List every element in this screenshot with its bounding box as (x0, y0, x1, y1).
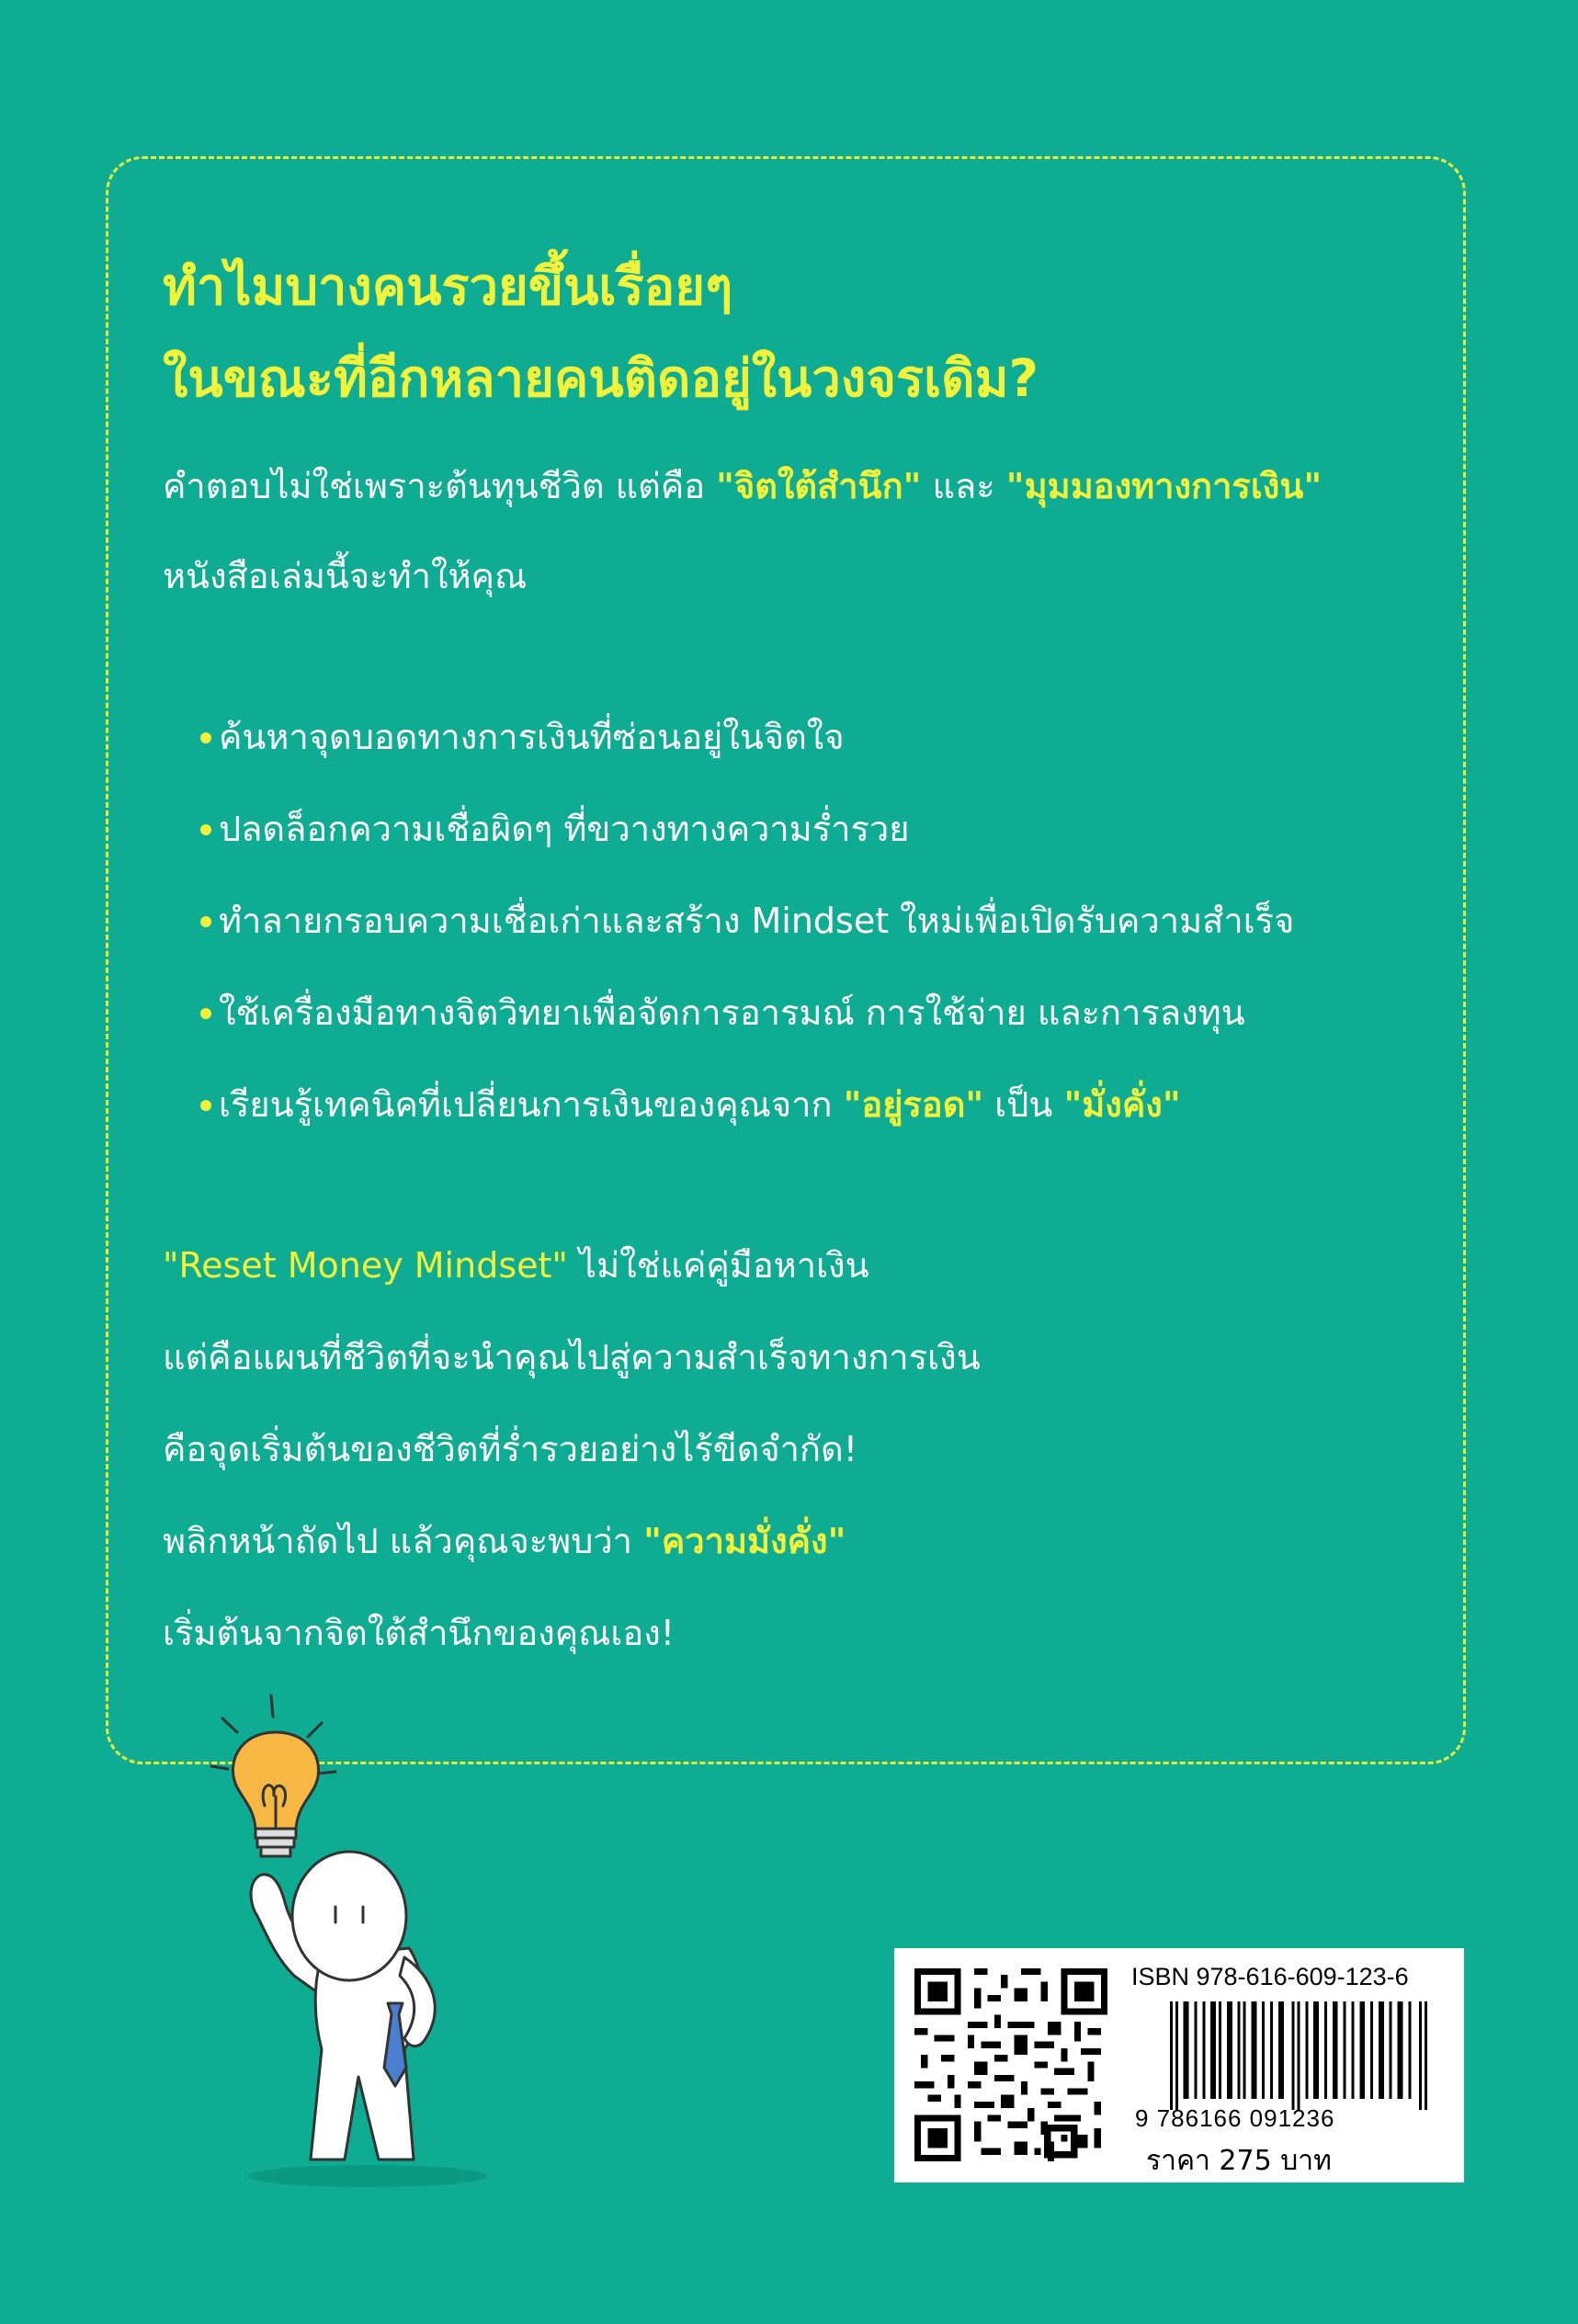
barcode-label (894, 1948, 1464, 2182)
bullet-text: เรียนรู้เทคนิคที่เปลี่ยนการเงินของคุณจาก (219, 1084, 844, 1125)
intro-text-2: และ (921, 466, 1006, 506)
headline-line-1: ทำไมบางคนรวยขึ้นเรื่อยๆ (163, 257, 733, 317)
bullet-item (200, 901, 1295, 941)
intro-line-1 (163, 466, 1323, 506)
bullet-item (200, 809, 910, 849)
intro-line-2: หนังสือเล่มนี้จะทำให้คุณ (163, 556, 528, 596)
bullet-dot-icon (200, 1100, 211, 1111)
bullet-dot-icon (200, 824, 211, 835)
price-text: ราคา 275 บาท (1146, 2145, 1332, 2177)
figure-shadow-icon (248, 2165, 487, 2187)
bullet-item (200, 717, 845, 757)
bullet-text: ปลดล็อกความเชื่อผิดๆ ที่ขวางทางความร่ำรวย (219, 809, 910, 849)
closing-text-1: ไม่ใช่แค่คู่มือหาเงิน (567, 1245, 869, 1286)
bullet-highlight-wealthy: "มั่งคั่ง" (1063, 1084, 1181, 1125)
bullet-item (200, 1084, 1181, 1125)
intro-text-1: คำตอบไม่ใช่เพราะต้นทุนชีวิต แต่คือ (163, 466, 717, 506)
businessman-lightbulb-illustration (184, 1682, 570, 2196)
qr-code-icon (914, 1968, 1107, 2161)
bullet-text: ค้นหาจุดบอดทางการเงินที่ซ่อนอยู่ในจิตใจ (219, 717, 845, 757)
stick-figure-icon (251, 1852, 435, 2160)
bullet-dot-icon (200, 1008, 211, 1019)
intro-highlight-subconscious: "จิตใต้สำนึก" (716, 466, 922, 506)
headline-line-2: ในขณะที่อีกหลายคนติดอยู่ในวงจรเดิม? (163, 349, 1039, 409)
bullet-text: ใช้เครื่องมือทางจิตวิทยาเพื่อจัดการอารมณ์ การใช้จ่าย และการลงทุน (219, 992, 1245, 1033)
closing-line-3: คือจุดเริ่มต้นของชีวิตที่ร่ำรวยอย่างไร้ขีดจำกัด! (163, 1429, 857, 1469)
closing-line-1 (163, 1245, 869, 1286)
bullet-dot-icon (200, 732, 211, 743)
bullet-text: ทำลายกรอบความเชื่อเก่าและสร้าง Mindset ใหม่เพื่อเปิดรับความสำเร็จ (219, 901, 1295, 941)
barcode-icon (1170, 2001, 1427, 2110)
closing-line-5: เริ่มต้นจากจิตใต้สำนึกของคุณเอง! (163, 1613, 675, 1653)
barcode-number: 9 786166 091236 (1135, 2104, 1335, 2132)
bullet-highlight-survive: "อยู่รอด" (843, 1084, 984, 1125)
closing-highlight-wealth: "ความมั่งคั่ง" (643, 1521, 846, 1561)
closing-line-4 (163, 1521, 846, 1561)
isbn-text: ISBN 978-616-609-123-6 (1131, 1963, 1409, 1990)
lightbulb-icon (211, 1695, 335, 1856)
bullet-dot-icon (200, 916, 211, 927)
closing-text-4: พลิกหน้าถัดไป แล้วคุณจะพบว่า (163, 1521, 644, 1561)
closing-line-2: แต่คือแผนที่ชีวิตที่จะนำคุณไปสู่ความสำเร็จทางการเงิน (163, 1337, 981, 1377)
intro-highlight-financial-view: "มุมมองทางการเงิน" (1005, 466, 1323, 506)
bullet-text: เป็น (983, 1084, 1064, 1125)
bullet-item (200, 992, 1245, 1033)
closing-title-highlight: "Reset Money Mindset" (163, 1245, 568, 1286)
